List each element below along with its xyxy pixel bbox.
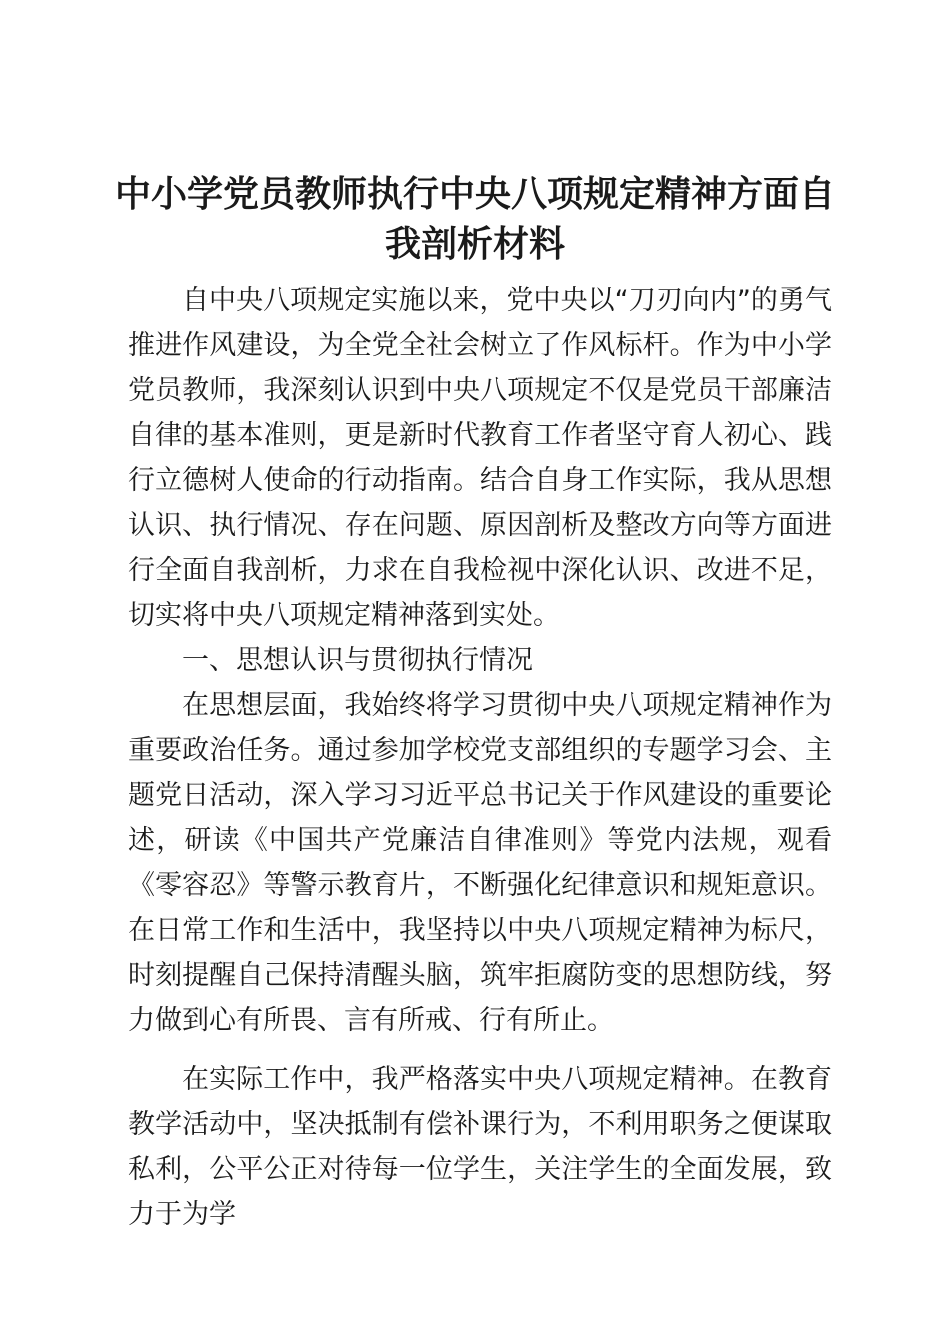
paragraph-intro: 自中央八项规定实施以来，党中央以“刀刃向内”的勇气推进作风建设，为全党全社会树立了作风标杆。作为中小学党员教师，我深刻认识到中央八项规定不仅是党员干部廉洁自律的基本准则，更是新时代教育工作者坚守育人初心、践行立德树人使命的行动指南。结合自身工作实际，我从思想认识、执行情况、存在问题、原因剖析及整改方向等方面进行全面自我剖析，力求在自我检视中深化认识、改进不足，切实将中央八项规定精神落到实处。 bbox=[128, 285, 832, 631]
document-body bbox=[128, 278, 832, 1237]
paragraph-practice: 在实际工作中，我严格落实中央八项规定精神。在教育教学活动中，坚决抵制有偿补课行为，不利用职务之便谋取私利，公平公正对待每一位学生，关注学生的全面发展，致力于为学 bbox=[128, 1064, 832, 1230]
section-heading-1: 一、思想认识与贯彻执行情况 bbox=[182, 645, 533, 676]
paragraph-thinking: 在思想层面，我始终将学习贯彻中央八项规定精神作为重要政治任务。通过参加学校党支部组织的专题学习会、主题党日活动，深入学习习近平总书记关于作风建设的重要论述，研读《中国共产党廉洁自律准则》等党内法规，观看《零容忍》等警示教育片，不断强化纪律意识和规矩意识。在日常工作和生活中，我坚持以中央八项规定精神为标尺，时刻提醒自己保持清醒头脑，筑牢拒腐防变的思想防线，努力做到心有所畏、言有所戒、行有所止。 bbox=[128, 690, 832, 1036]
document-title: 中小学党员教师执行中央八项规定精神方面自我剖析材料 bbox=[114, 174, 835, 265]
paragraph-spacer bbox=[128, 1043, 832, 1057]
